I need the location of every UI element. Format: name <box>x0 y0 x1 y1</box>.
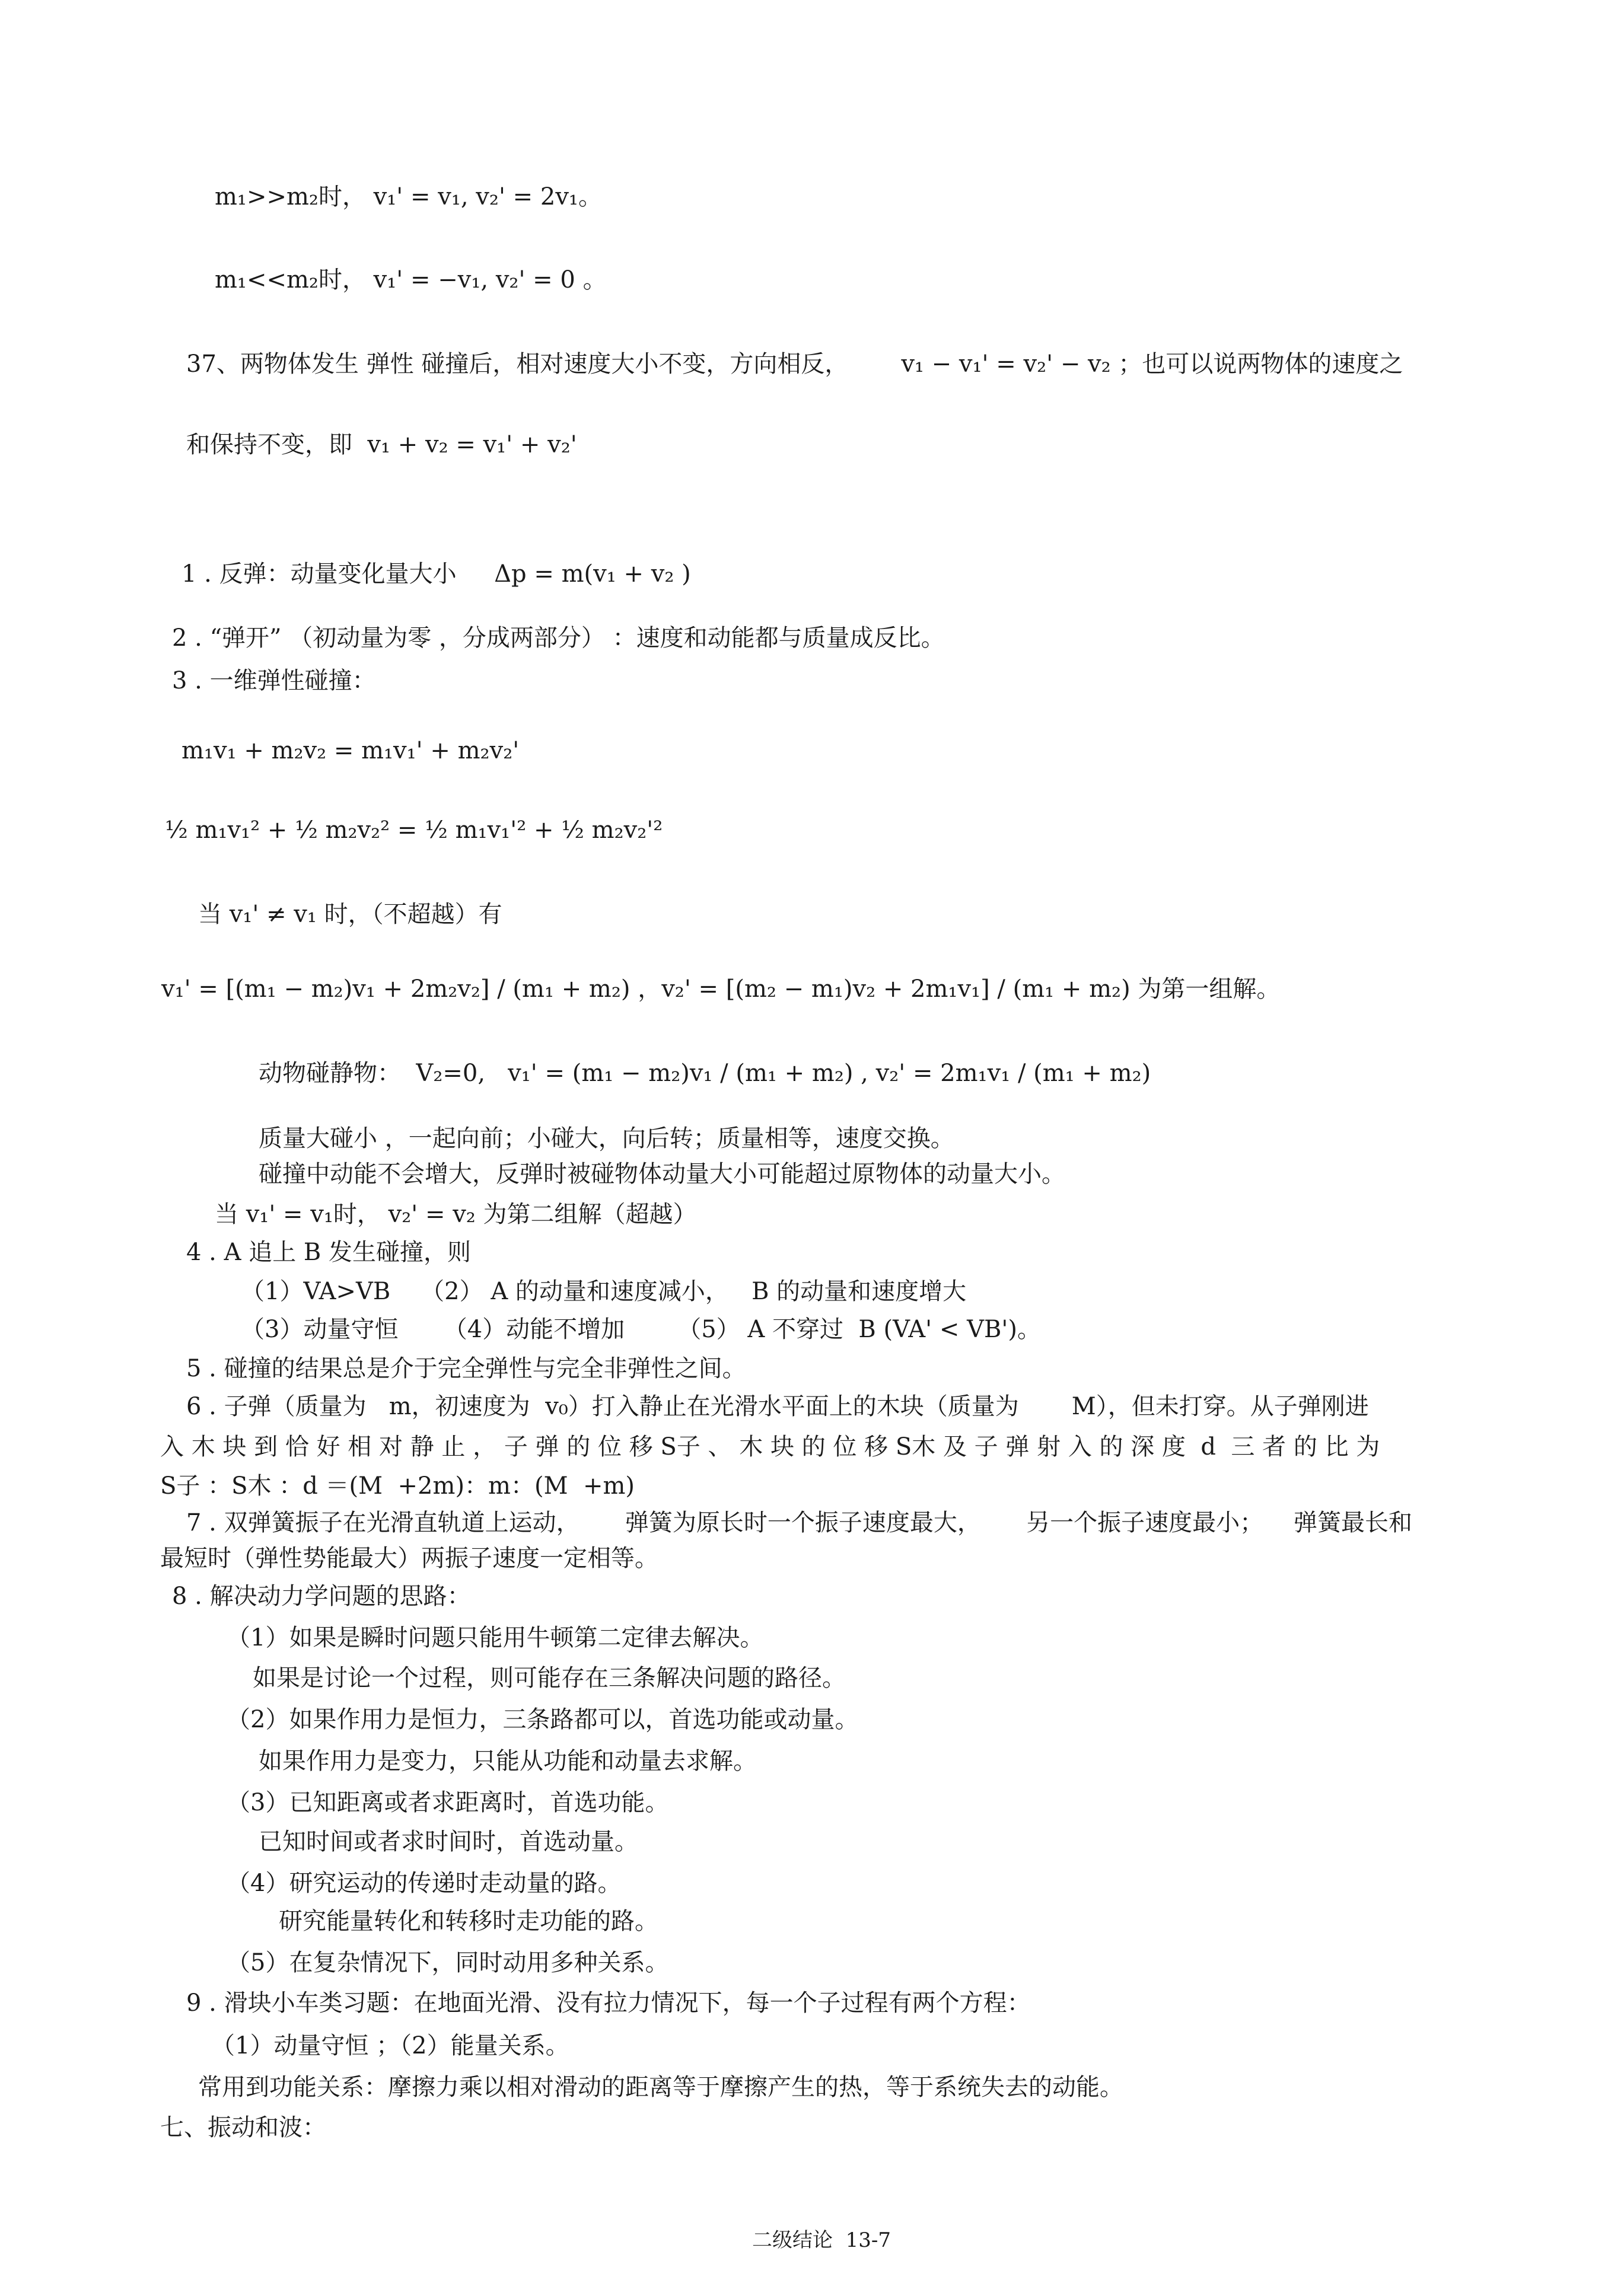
text-line: （2）如果作用力是恒力，三条路都可以，首选功能或动量。 <box>227 1706 859 1733</box>
text-line: 当 v₁' = v₁时， v₂' = v₂ 为第二组解（超越） <box>215 1201 697 1228</box>
formula-line: ½ m₁v₁² + ½ m₂v₂² = ½ m₁v₁'² + ½ m₂v₂'² <box>165 817 663 844</box>
page-footer: 二级结论 13-7 <box>752 2228 891 2252</box>
text-line: （4）研究运动的传递时走动量的路。 <box>227 1870 622 1897</box>
text-line: 5 . 碰撞的结果总是介于完全弹性与完全非弹性之间。 <box>186 1355 746 1382</box>
text-line: 8 . 解决动力学问题的思路： <box>172 1583 471 1610</box>
formula-line: 动物碰静物： V₂=0, v₁' = (m₁ − m₂)v₁ / (m₁ + m₂) , v₂' = 2m₁v₁ / (m₁ + m₂) <box>259 1060 1151 1087</box>
text-line: 2 . “弹开” （初动量为零 ，分成两部分） ：速度和动能都与质量成反比。 <box>172 624 945 652</box>
formula-line: m₁v₁ + m₂v₂ = m₁v₁' + m₂v₂' <box>181 737 520 764</box>
text-line: m₁>>m₂时， v₁' = v₁, v₂' = 2v₁。 <box>215 183 602 211</box>
text-line: 研究能量转化和转移时走功能的路。 <box>279 1908 658 1935</box>
text-line: 已知时间或者求时间时，首选动量。 <box>259 1828 638 1855</box>
text-line: 质量大碰小 ，一起向前；小碰大，向后转；质量相等，速度交换。 <box>259 1125 954 1152</box>
text-line: 如果是讨论一个过程，则可能存在三条解决问题的路径。 <box>253 1664 846 1692</box>
text-line: 碰撞中动能不会增大，反弹时被碰物体动量大小可能超过原物体的动量大小。 <box>259 1160 1065 1188</box>
text-line: （1）VA>VB （2） A 的动量和速度减小， B 的动量和速度增大 <box>241 1278 967 1305</box>
text-line: 常用到功能关系：摩擦力乘以相对滑动的距离等于摩擦产生的热，等于系统失去的动能。 <box>198 2074 1123 2101</box>
text-line: 37、两物体发生 弹性 碰撞后，相对速度大小不变，方向相反， v₁ − v₁' = v₂' − v₂ ；也可以说两物体的速度之 <box>186 350 1403 378</box>
text-line: 4 . A 追上 B 发生碰撞，则 <box>186 1239 472 1266</box>
text-line: 最短时（弹性势能最大）两振子速度一定相等。 <box>160 1545 658 1572</box>
text-line: 当 v₁' ≠ v₁ 时，（不超越）有 <box>198 901 502 928</box>
text-line: 和保持不变，即 v₁ + v₂ = v₁' + v₂' <box>186 431 577 458</box>
text-line: （5）在复杂情况下，同时动用多种关系。 <box>227 1949 669 1976</box>
formula-line: v₁' = [(m₁ − m₂)v₁ + 2m₂v₂] / (m₁ + m₂) ，v₂' = [(m₂ − m₁)v₂ + 2m₁v₁] / (m₁ + m₂) 为第一组解。 <box>161 975 1281 1003</box>
text-line: 9 . 滑块小车类习题：在地面光滑、没有拉力情况下，每一个子过程有两个方程： <box>186 1989 1031 2017</box>
text-line: 如果作用力是变力，只能从功能和动量去求解。 <box>259 1747 757 1775</box>
text-line: 1 . 反弹：动量变化量大小 Δp = m(v₁ + v₂ ) <box>181 560 691 588</box>
text-line: 7 . 双弹簧振子在光滑直轨道上运动， 弹簧为原长时一个振子速度最大， 另一个振子速度最小； 弹簧最长和 <box>186 1509 1413 1536</box>
section-heading: 七、振动和波： <box>160 2114 326 2141</box>
text-line: （1）如果是瞬时问题只能用牛顿第二定律去解决。 <box>227 1624 764 1651</box>
text-line: 3 . 一维弹性碰撞： <box>172 667 376 694</box>
text-line: S子 ：S木 ：d ＝(M +2m)：m：(M +m) <box>160 1472 635 1500</box>
text-line: 入 木 块 到 恰 好 相 对 静 止 ， 子 弹 的 位 移 S子 、 木 块 的 位 移 S木 及 子 弹 射 入 的 深 度 d 三 者 的 比 为 <box>160 1433 1380 1460</box>
text-line: （3）动量守恒 （4）动能不增加 （5） A 不穿过 B (VA' < VB')。 <box>241 1316 1041 1343</box>
text-line: m₁<<m₂时， v₁' = −v₁, v₂' = 0 。 <box>215 266 607 294</box>
text-line: （1）动量守恒 ；（2）能量关系。 <box>211 2032 569 2059</box>
text-line: 6 . 子弹（质量为 m，初速度为 v₀）打入静止在光滑水平面上的木块（质量为 M），但未打穿。从子弹刚进 <box>186 1393 1369 1420</box>
text-line: （3）已知距离或者求距离时，首选功能。 <box>227 1789 669 1816</box>
